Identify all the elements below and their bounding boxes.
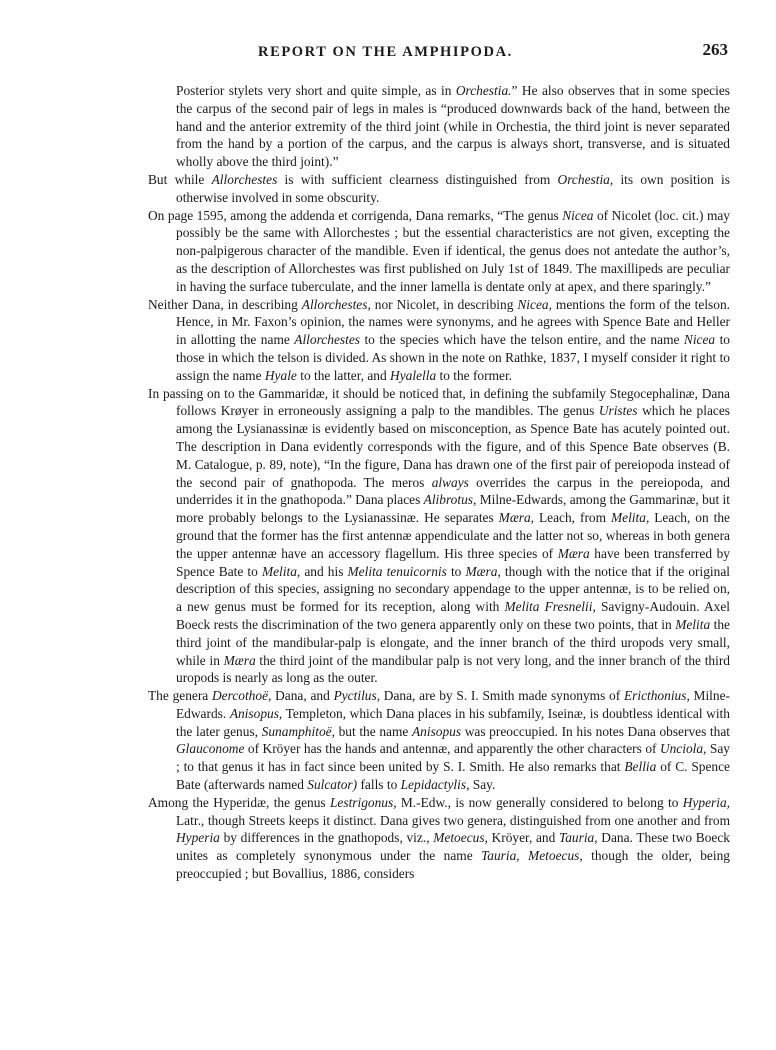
text-run: Among the Hyperidæ, the genus [148,794,330,810]
text-run: On page 1595, among the addenda et corrigenda, Dana remarks, “The genus [148,207,563,223]
text-run: to those in which the telson is divided. As shown in the note on Rathke, 1837, I myself consider it right to assign the name [176,332,731,383]
text-run: though the older, being preoccupied ; but Bovallius, 1886, considers [176,848,730,882]
italic-term: Alibrotus, [423,492,477,508]
italic-term: Anisopus, [229,705,283,721]
text-run: mentions the form of the telson. Hence, in Mr. Faxon’s opinion, the names were synonyms, and he agrees with Spence Bate and Heller in allotting the name [176,296,731,348]
text-run: Latr., though Streets keeps it distinct. Dana gives two genera, distinguished from one another and from [176,812,730,828]
italic-term: Metoecus, [433,830,488,846]
italic-term: Bellia [624,759,657,775]
paragraph [148,207,730,296]
italic-term: Mæra, [465,563,501,579]
italic-term: Pyctilus, [333,688,381,704]
italic-term: Hyperia [176,830,220,846]
text-run: Neither Dana, in describing [148,296,302,312]
text-run: Dana, and [271,688,334,704]
text-run: Leach, on the ground that the former has the first antennæ appendiculate and the latter not so, whereas in both genera the upper antennæ have an accessory flagellum. His three species of [176,510,730,561]
italic-term: Melita Fresnelii, [504,599,596,615]
text-run: Dana, are by S. I. Smith made synonyms of [380,688,624,704]
text-run: is with sufficient clearness distinguished from [277,171,558,187]
running-header [0,40,776,64]
text-run: by differences in the gnathopods, viz., [219,830,434,846]
running-title: REPORT ON THE AMPHIPODA. [258,44,513,60]
italic-term: Sunamphitoë, [261,723,335,739]
text-run: ” He also observes that in some species the carpus of the second pair of legs in males is “produced downwards back of the hand, between the hand and the anterior extremity of the third joint (while in Orchestia, the third joint is never separated from the hand by a portion of the carpus, and the carpus is always short, transverse, and is situated wholly above the third joint).” [176,83,731,170]
text-run: M.-Edw., is now generally considered to belong to [396,794,683,810]
text-run: Templeton, which Dana places in his subfamily, Iseinæ, is doubtless identical with the later genus, [176,705,730,739]
italic-term: Allorchestes, [301,296,371,312]
paragraph [148,794,730,883]
text-run: Posterior stylets very short and quite simple, as in [176,83,456,98]
text-run: and his [300,563,348,579]
text-run: to [446,563,466,579]
italic-term: Hyale [264,367,297,383]
text-run: which he places among the Lysianassinæ is evidently based on misconception, as Spence Bate has acutely pointed out. The description in Dana evidently corresponds with the figure, and of this Spence Bate observes (B. M. Catalogue, p. 89, note), “In the figure, Dana has drawn one of the first pair of pereiopoda instead of the second pair of gnathopoda. The meros [176,403,730,490]
italic-term: Melita, [261,563,301,579]
paragraph [148,296,730,385]
italic-term: Melita, [610,510,650,526]
text-run: falls to [357,777,401,793]
italic-term: Lestrigonus, [329,794,397,810]
italic-term: Tauria, Metoecus, [481,848,583,864]
text-run: Savigny-Audouin. Axel Boeck rests the discrimination of the two genera apparently only on these two points, that in [176,599,730,632]
text-run: was preoccupied. In his notes Dana observes that [461,723,731,739]
italic-term: Orchestia. [455,83,512,98]
text-run: Leach, from [534,510,611,526]
italic-term: Hyalella [390,367,437,383]
italic-term: Hyperia, [682,794,730,810]
italic-term: Sulcator) [307,777,358,793]
italic-term: Uristes [598,403,638,419]
italic-term: always [431,474,469,490]
text-run: of Kröyer has the hands and antennæ, and apparently the other characters of [244,741,660,757]
italic-term: Unciola, [659,741,707,757]
text-run: Milne-Edwards, among the Gammarinæ, but it more probably belongs to the Lysianassinæ. He separates [176,492,730,526]
text-run: to the species which have the telson entire, and the name [359,332,684,348]
body-text [148,82,730,883]
text-run: its own position is otherwise involved in some obscurity. [176,171,730,205]
paragraph [148,385,730,688]
italic-term: Mæra [223,652,256,668]
text-run: Dana. These two Boeck unites as completely synonymous under the name [176,830,730,864]
text-run: of Nicolet (loc. cit.) may possibly be the same with Allorchestes ; but the essential characteristics are not given, excepting the non-palpigerous character of the mandible. Even if identical, the genus does not antedate the author’s, as the description of Allorchestes was first published on July 1st of 1849. The maxillipeds are peculiar in having the surface tuberculate, and the inner lamella is dentate only at apex, and there sparingly.” [176,207,730,294]
text-run: Say ; to that genus it has in fact since been united by S. I. Smith. He also remarks that [176,741,730,775]
italic-term: Mæra, [498,510,535,526]
italic-term: Nicea [562,207,594,223]
text-run: overrides the carpus in the pereiopoda, and underrides it in the gnathopoda.” Dana places [176,474,730,508]
italic-term: Dercothoë, [212,688,272,704]
text-run: Milne-Edwards. [176,688,730,721]
italic-term: Lepidactylis, [400,777,470,793]
text-run: In passing on to the Gammaridæ, it should be noticed that, in defining the subfamily Stegocephalinæ, Dana follows Krøyer in erroneously assigning a palp to the mandibles. The genus [148,385,730,419]
text-run: the third joint of the mandibular-palp is elongate, and the inner branch of the third uropods very small, while in [176,616,730,668]
italic-term: Nicea, [517,296,552,312]
paragraph [148,171,730,207]
text-run: to the former. [436,367,513,383]
italic-term: Allorchestes [211,171,278,187]
italic-term: Tauria, [559,830,598,846]
italic-term: Glauconome [176,741,245,757]
text-run: Say. [469,777,496,793]
text-run: though with the notice that if the original description of this species, assigning no secondary appendage to the upper antennæ, is to be relied on, a new genus must be formed for its reception, along with [176,563,730,615]
text-run: Kröyer, and [487,830,560,846]
italic-term: Melita tenuicornis [347,563,447,579]
page-number: 263 [702,40,728,59]
text-run: of C. Spence Bate (afterwards named [176,759,730,793]
italic-term: Ericthonius, [623,688,690,704]
italic-term: Orchestia, [557,171,614,187]
text-run: the third joint of the mandibular palp is not very long, and the inner branch of the third uropods is nearly as long as the outer. [176,652,730,686]
text-run: have been transferred by Spence Bate to [176,545,730,579]
text-run: to the latter, and [296,367,391,383]
text-run: But while [148,171,212,187]
text-run: The genera [148,688,212,704]
italic-term: Mæra [557,545,590,561]
text-run: but the name [334,723,412,739]
italic-term: Allorchestes [294,332,360,348]
text-run: nor Nicolet, in describing [370,296,518,312]
italic-term: Anisopus [411,723,462,739]
paragraph [148,687,730,794]
italic-term: Melita [675,616,711,632]
paragraph [148,82,730,171]
italic-term: Nicea [683,332,716,348]
